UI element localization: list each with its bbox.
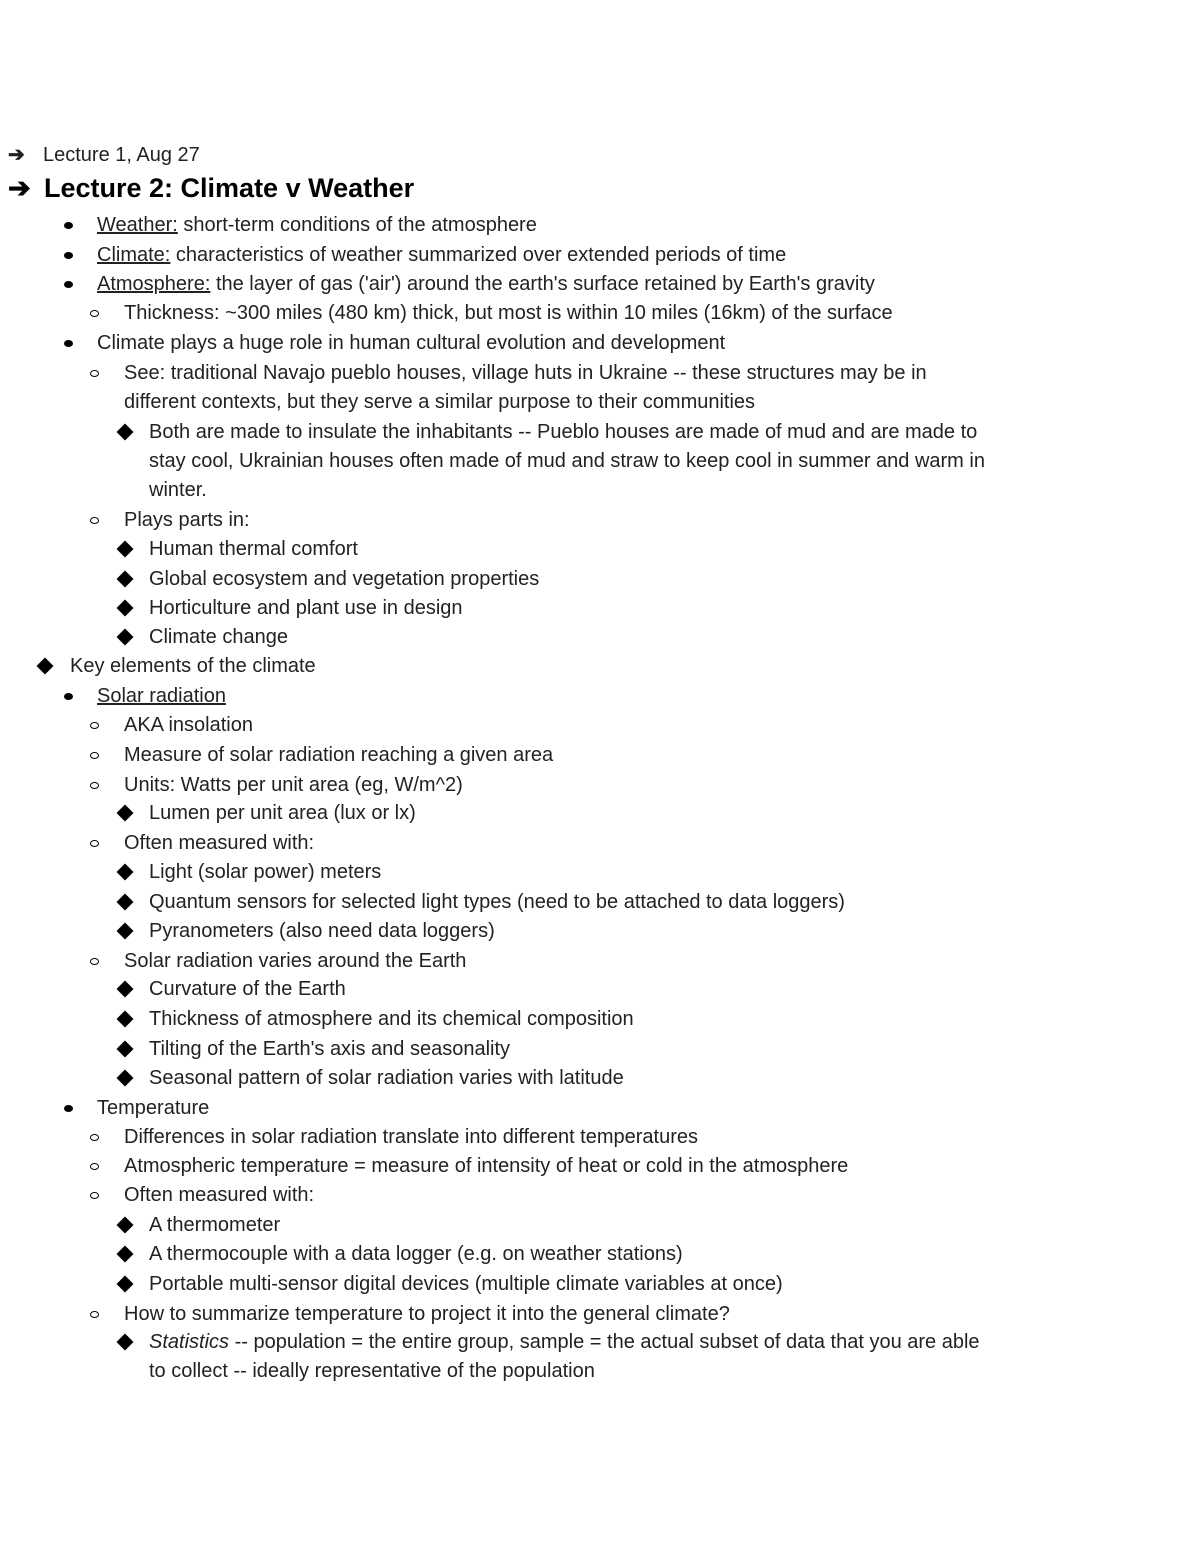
- bullet-dot-icon: [64, 281, 73, 288]
- solar-item: AKA insolation: [124, 714, 253, 736]
- thickness-text: Thickness: ~300 miles (480 km) thick, but most is within 10 miles (16km) of the surface: [124, 302, 893, 324]
- bullet-circle-icon: [90, 840, 99, 847]
- bullet-dot-icon: [64, 222, 73, 229]
- temperature-subitem: Portable multi-sensor digital devices (multiple climate variables at once): [149, 1273, 783, 1295]
- lecture-1-heading: Lecture 1, Aug 27: [43, 144, 200, 166]
- solar-subitem: Lumen per unit area (lux or lx): [149, 802, 416, 824]
- bullet-dot-icon: [64, 693, 73, 700]
- plays-part-item: Human thermal comfort: [149, 538, 358, 560]
- lecture-2-heading: Lecture 2: Climate v Weather: [44, 173, 415, 203]
- bullet-diamond-icon: [117, 1041, 134, 1058]
- temperature-item: Differences in solar radiation translate into different temperatures: [124, 1126, 699, 1148]
- bullet-circle-icon: [90, 1192, 99, 1199]
- weather-definition: short-term conditions of the atmosphere: [177, 214, 537, 236]
- atmosphere-definition: the layer of gas ('air') around the earth's surface retained by Earth's gravity: [210, 273, 875, 295]
- bullet-diamond-icon: [117, 1011, 134, 1028]
- climate-definition: characteristics of weather summarized over extended periods of time: [170, 244, 787, 266]
- statistics-text-line-2: to collect -- ideally representative of the population: [149, 1360, 595, 1382]
- bullet-dot-icon: [64, 252, 73, 259]
- climate-term: Climate:: [97, 244, 171, 266]
- bullet-diamond-icon: [117, 981, 134, 998]
- bullet-dot-icon: [64, 1105, 73, 1112]
- bullet-diamond-icon: [117, 864, 134, 881]
- bullet-diamond-icon: [117, 894, 134, 911]
- temperature-heading: Temperature: [97, 1097, 210, 1119]
- solar-item: Units: Watts per unit area (eg, W/m^2): [124, 774, 463, 796]
- bullet-circle-icon: [90, 752, 99, 759]
- both-text-line-1: Both are made to insulate the inhabitants -- Pueblo houses are made of mud and are made to: [149, 421, 978, 443]
- bullet-circle-icon: [90, 1311, 99, 1318]
- solar-item: Often measured with:: [124, 832, 315, 854]
- arrow-right-icon: ➔: [8, 173, 31, 203]
- bullet-circle-icon: [90, 782, 99, 789]
- plays-parts-text: Plays parts in:: [124, 509, 250, 531]
- plays-part-item: Climate change: [149, 626, 288, 648]
- solar-subitem: Light (solar power) meters: [149, 861, 382, 883]
- solar-subitem: Pyranometers (also need data loggers): [149, 920, 495, 942]
- atmosphere-term: Atmosphere:: [97, 273, 211, 295]
- weather-term: Weather:: [97, 214, 178, 236]
- bullet-circle-icon: [90, 517, 99, 524]
- bullet-diamond-icon: [117, 600, 134, 617]
- see-text-line-2: different contexts, but they serve a similar purpose to their communities: [124, 391, 756, 413]
- bullet-diamond-icon: [117, 424, 134, 441]
- bullet-circle-icon: [90, 1134, 99, 1141]
- bullet-diamond-icon: [117, 923, 134, 940]
- temperature-subitem: A thermocouple with a data logger (e.g. on weather stations): [149, 1243, 683, 1265]
- bullet-circle-icon: [90, 370, 99, 377]
- solar-subitem: Tilting of the Earth's axis and seasonality: [149, 1038, 511, 1060]
- bullet-circle-icon: [90, 310, 99, 317]
- solar-subitem: Quantum sensors for selected light types (need to be attached to data loggers): [149, 891, 845, 913]
- bullet-diamond-icon: [117, 1334, 134, 1351]
- bullet-diamond-icon: [37, 658, 54, 675]
- bullet-circle-icon: [90, 722, 99, 729]
- bullet-circle-icon: [90, 1163, 99, 1170]
- temperature-item: Atmospheric temperature = measure of intensity of heat or cold in the atmosphere: [124, 1155, 849, 1177]
- key-elements-heading: Key elements of the climate: [70, 655, 316, 677]
- arrow-right-icon: ➔: [8, 144, 25, 166]
- bullet-diamond-icon: [117, 805, 134, 822]
- plays-part-item: Horticulture and plant use in design: [149, 597, 463, 619]
- bullet-diamond-icon: [117, 629, 134, 646]
- solar-subitem: Seasonal pattern of solar radiation varies with latitude: [149, 1067, 624, 1089]
- solar-item: Measure of solar radiation reaching a given area: [124, 744, 554, 766]
- temperature-item: Often measured with:: [124, 1184, 315, 1206]
- temperature-subitem: A thermometer: [149, 1214, 281, 1236]
- bullet-diamond-icon: [117, 1276, 134, 1293]
- plays-part-item: Global ecosystem and vegetation properties: [149, 568, 540, 590]
- bullet-diamond-icon: [117, 541, 134, 558]
- both-text-line-3: winter.: [149, 479, 207, 501]
- solar-item: Solar radiation varies around the Earth: [124, 950, 467, 972]
- statistics-text-line-1: -- population = the entire group, sample = the actual subset of data that you are able: [229, 1331, 980, 1353]
- solar-radiation-heading: Solar radiation: [97, 685, 226, 707]
- bullet-diamond-icon: [117, 1070, 134, 1087]
- both-text-line-2: stay cool, Ukrainian houses often made of mud and straw to keep cool in summer and warm in: [149, 450, 985, 472]
- bullet-circle-icon: [90, 958, 99, 965]
- temperature-item: How to summarize temperature to project it into the general climate?: [124, 1303, 730, 1325]
- bullet-diamond-icon: [117, 571, 134, 588]
- statistics-term: Statistics: [149, 1331, 230, 1353]
- bullet-diamond-icon: [117, 1217, 134, 1234]
- bullet-diamond-icon: [117, 1246, 134, 1263]
- bullet-dot-icon: [64, 340, 73, 347]
- see-text-line-1: See: traditional Navajo pueblo houses, village huts in Ukraine -- these structures may be in: [124, 362, 927, 384]
- solar-subitem: Thickness of atmosphere and its chemical composition: [149, 1008, 634, 1030]
- solar-subitem: Curvature of the Earth: [149, 978, 346, 1000]
- climate-role-text: Climate plays a huge role in human cultural evolution and development: [97, 332, 726, 354]
